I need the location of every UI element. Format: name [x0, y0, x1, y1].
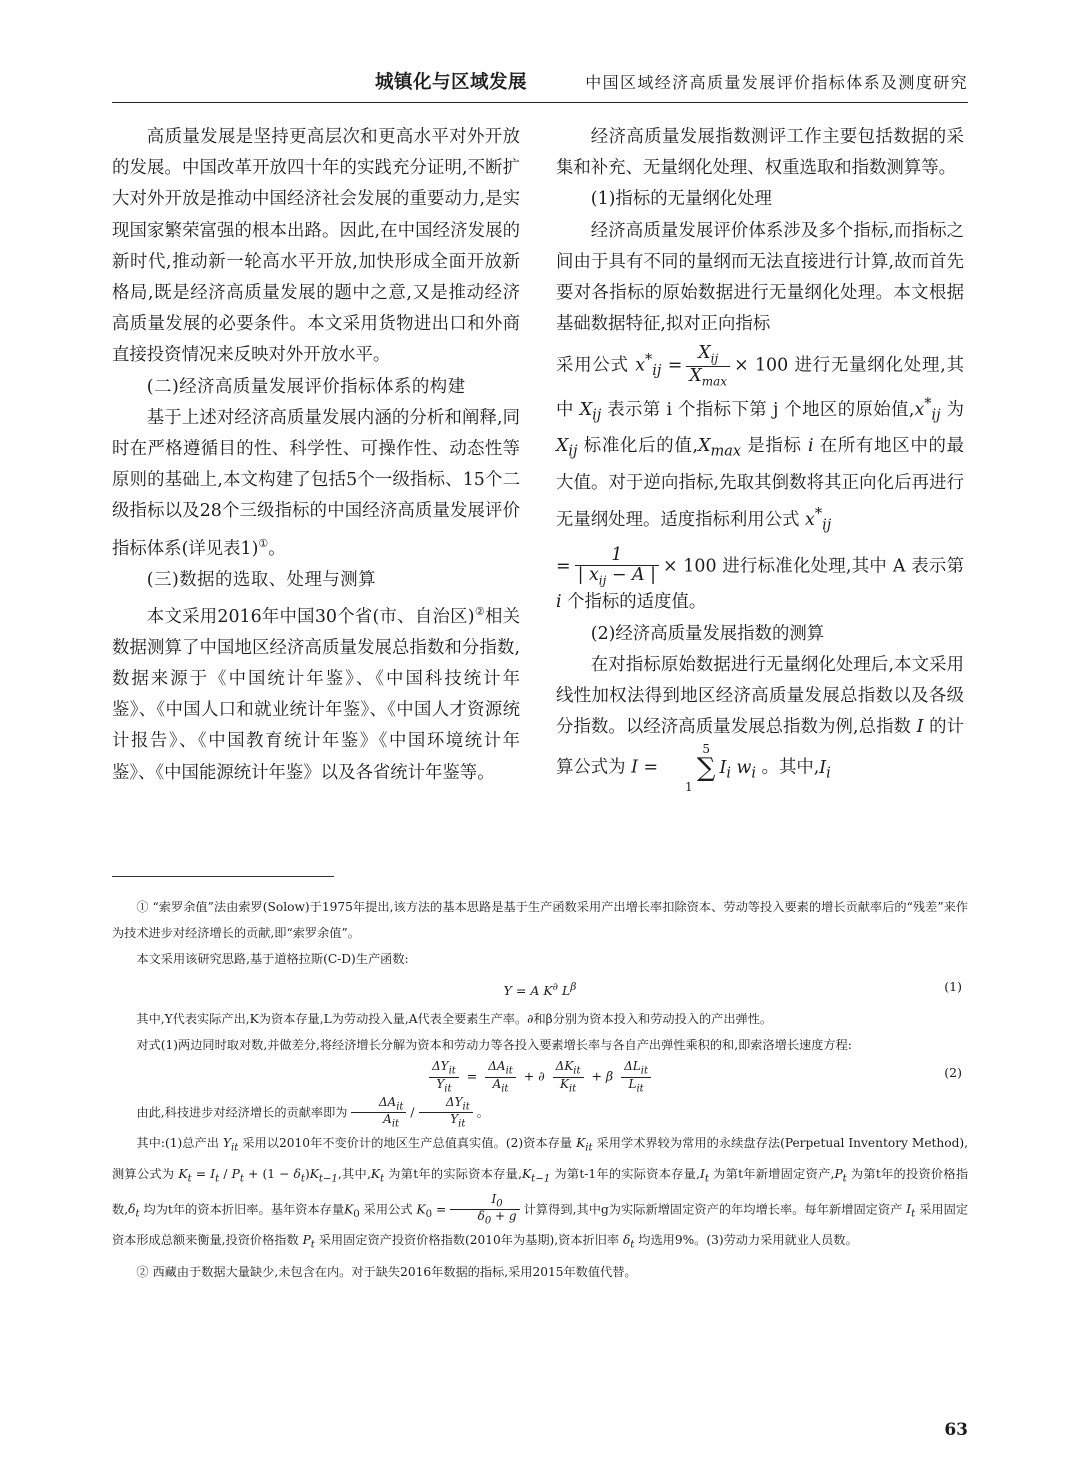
- equation-number: (1): [944, 979, 962, 994]
- journal-section: 城镇化与区域发展: [375, 72, 528, 93]
- footnote-text: 其中:(1)总产出 $Y_{it}$ 采用以2010年不变价计的地区生产总值真实值。(2)资本存量 $K_{it}$ 采用学术界较为常用的永续盘存法(Perpetual Inventory Method),测算公式为 $K_t = I_t / P_t + (1 - \delta_t)K_{t-1}$,其中$,K_t$ 为第t年的实际资本存量$,K_{t-1}$ 为第t-1年的实际资本存量$,I_t$ 为第t年新增固定资产$,P_t$ 为第t年的投资价格指数$,\delta_t$ 均为t年的资本折旧率。基年资本存量$K_0$ 采用公式 $K_0$ = $\frac{I_0}{\delta_0 + g}$ 计算得到,其中g为实际新增固定资产的年均增长率。每年新增固定资产 $I_t$ 采用固定资本形成总额来衡量,投资价格指数 $P_t$ 采用固定资产投资价格指数(2010年为基期),资本折旧率 $\delta_t$ 均选用9%。(3)劳动力采用就业人员数。: [112, 1135, 969, 1251]
- right-column: [556, 122, 964, 793]
- paragraph: 经济高质量发展评价体系涉及多个指标,而指标之间由于具有不同的量纲而无法直接进行计算,故而首先要对各指标的原始数据进行无量纲化处理。本文根据基础数据特征,拟对正向指标: [556, 220, 964, 335]
- formula-paragraph: 采用公式 $x^*_{ij}$ = $\frac{X_{ij}}{X_{max}}$ × 100 进行无量纲化处理,其中 $X_{ij}$ 表示第 i 个指标下第 j 个地区的原始值$,x^*_{ij}$ 为 $X_{ij}$ 标准化后的值$,X_{max}$ 是指标 i 在所有地区中的最大值。对于逆向指标,先取其倒数将其正向化后再进行无量纲处理。适度指标利用公式 $x^*_{ij}$: [556, 343, 965, 534]
- section-heading: (三)数据的选取、处理与测算: [146, 569, 377, 590]
- paragraph: 本文采用2016年中国30个省(市、自治区)②相关数据测算了中国地区经济高质量发展总指数和分指数,数据来源于《中国统计年鉴》、《中国科技统计年鉴》、《中国人口和就业统计年鉴》、《中国人才资源统计报告》、《中国教育统计年鉴》《中国环境统计年鉴》、《中国能源统计年鉴》以及各省统计年鉴等。: [112, 604, 520, 783]
- page-number: 63: [944, 1420, 968, 1440]
- running-header: [112, 66, 968, 103]
- paragraph: 在对指标原始数据进行无量纲化处理后,本文采用线性加权法得到地区经济高质量发展总指数以及各级分指数。以经济高质量发展总指数为例,总指数 I 的计算公式为 I =5 ∑ $1I_i$ $w_i$ 。其中$,I_i$: [556, 654, 964, 795]
- fraction: $\frac{1}{| x_{ij} - A |}$: [575, 546, 659, 588]
- equation-number: (2): [944, 1065, 962, 1081]
- paragraph: 高质量发展是坚持更高层次和更高水平对外开放的发展。中国改革开放四十年的实践充分证明,不断扩大对外开放是推动中国经济社会发展的重要动力,是实现国家繁荣富强的根本出路。因此,在中国经济发展的新时代,推动新一轮高水平开放,加快形成全面开放新格局,既是经济高质量发展的题中之意,又是推动经济高质量发展的必要条件。本文采用货物进出口和外商直接投资情况来反映对外开放水平。: [112, 127, 520, 366]
- footnote-text: 本文采用该研究思路,基于道格拉斯(C-D)生产函数:: [136, 952, 409, 966]
- footnote-text: 由此,科技进步对经济增长的贡献率即为 $\frac{\Delta A_{it}}{A_{it}}$ / $\frac{\Delta Y_{it}}{Y_{it}}$ 。: [136, 1094, 489, 1130]
- subheading: (2)经济高质量发展指数的测算: [590, 623, 825, 644]
- footnote-text: 其中,Y代表实际产出,K为资本存量,L为劳动投入量,A代表全要素生产率。∂和β分别为资本投入和劳动投入的产出弹性。: [136, 1012, 773, 1027]
- footnote-ref[interactable]: ②: [474, 604, 485, 618]
- sum-symbol: 5 ∑ 1: [684, 742, 716, 795]
- formula-paragraph: = $\frac{1}{| x_{ij} - A |}$ × 100 进行标准化处理,其中 A 表示第 i 个指标的适度值。: [556, 544, 964, 613]
- section-heading: (二)经济高质量发展评价指标体系的构建: [146, 376, 466, 397]
- equation-2: $\frac{\Delta Y_{it}}{Y_{it}}$ = $\frac{\Delta A_{it}}{A_{it}}$ + ∂ $\frac{\Delta K_{it}}{K_{it}}$ + β $\frac{\Delta L_{it}}{L_{it}}$ (2): [112, 1060, 968, 1094]
- equation-1: Y = A K∂ $L^\beta$ (1): [112, 974, 968, 1004]
- footnote-2: ② 西藏由于数据大量缺少,未包含在内。对于缺失2016年数据的指标,采用2015年数值代替。: [136, 1264, 637, 1279]
- left-column: [112, 122, 520, 789]
- footnote-ref[interactable]: ①: [258, 536, 269, 550]
- subheading: (1)指标的无量纲化处理: [590, 189, 772, 210]
- article-title: 中国区域经济高质量发展评价指标体系及测度研究: [585, 73, 968, 92]
- footnote-text: 对式(1)两边同时取对数,并做差分,将经济增长分解为资本和劳动力等各投入要素增长率与各自产出弹性乘积的和,即索洛增长速度方程:: [136, 1038, 852, 1053]
- paragraph: 基于上述对经济高质量发展内涵的分析和阐释,同时在严格遵循目的性、科学性、可操作性、动态性等原则的基础上,本文构建了包括5个一级指标、15个二级指标以及28个三级指标的中国经济高质量发展评价指标体系(详见表1)①。: [112, 407, 520, 559]
- footnote-rule: [112, 876, 334, 877]
- paragraph: 经济高质量发展指数测评工作主要包括数据的采集和补充、无量纲化处理、权重选取和指数测算等。: [556, 127, 964, 179]
- fraction: $\frac{X_{ij}}{X_{max}}$: [686, 344, 730, 388]
- footnotes: [112, 894, 968, 1285]
- footnote-1: ① “索罗余值”法由索罗(Solow)于1975年提出,该方法的基本思路是基于生产函数采用产出增长率扣除资本、劳动等投入要素的增长贡献率后的“残差”来作为技术进步对经济增长的贡献,即“索罗余值”。: [112, 900, 968, 940]
